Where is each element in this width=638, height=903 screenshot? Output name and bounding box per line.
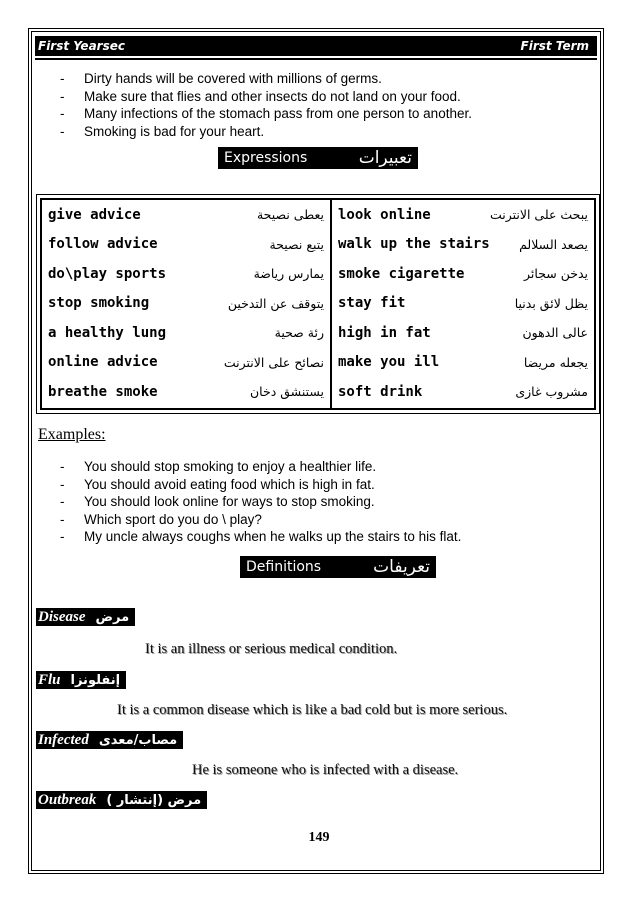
expression-row	[42, 348, 330, 378]
expression-en: stop smoking	[48, 295, 150, 312]
expression-row	[42, 200, 330, 230]
expressions-table	[40, 198, 596, 410]
definitions-title-en: Definitions	[246, 559, 322, 575]
definition-term: Infected	[38, 731, 89, 748]
expression-en: soft drink	[338, 383, 423, 400]
expression-row	[332, 377, 594, 407]
expression-ar: يتوقف عن التدخين	[227, 295, 324, 311]
list-item: - You should avoid eating food which is high in fat.	[60, 476, 461, 494]
expressions-title	[218, 147, 418, 169]
definition-term-ar: مصاب/معدى	[98, 732, 178, 748]
expression-en: walk up the stairs	[338, 236, 490, 253]
expression-en: a healthy lung	[48, 324, 167, 341]
list-item: - Make sure that flies and other insects do not land on your food.	[60, 88, 472, 106]
expressions-right-column	[331, 199, 595, 409]
definition-term-label	[36, 731, 183, 749]
expression-ar: يدخن سجائر	[524, 266, 588, 282]
expression-en: do\play sports	[48, 265, 167, 282]
definition-term: Flu	[38, 671, 61, 688]
expression-row	[42, 318, 330, 348]
expression-ar: نصائح على الانترنت	[223, 354, 324, 370]
expressions-title-ar: تعبيرات	[358, 148, 412, 168]
expression-ar: عالى الدهون	[522, 325, 588, 341]
expression-en: smoke cigarette	[338, 265, 465, 282]
header-left: First Yearsec	[38, 39, 125, 53]
definition-term-label	[36, 608, 135, 626]
expression-row	[332, 230, 594, 260]
expression-en: give advice	[48, 206, 141, 223]
expression-ar: رئة صحية	[274, 325, 324, 341]
expression-row	[42, 377, 330, 407]
expression-ar: يصعد السلالم	[519, 236, 588, 252]
expression-en: breathe smoke	[48, 383, 158, 400]
definition-term-label	[36, 671, 126, 689]
expression-en: make you ill	[338, 354, 440, 371]
expression-ar: يبحث على الانترنت	[489, 207, 588, 223]
expression-ar: يجعله مريضا	[523, 354, 588, 370]
expression-en: look online	[338, 206, 431, 223]
definition-term-ar: ( إنتشار) مرض	[106, 792, 202, 808]
expression-ar: يتبع نصيحة	[269, 236, 324, 252]
definition-text: It is a common disease which is like a bad cold but is more serious.	[117, 702, 508, 718]
expression-row	[42, 289, 330, 319]
definition-term-ar: إنفلونزا	[70, 672, 121, 688]
definition-text: It is an illness or serious medical condition.	[145, 641, 398, 657]
expression-en: stay fit	[338, 295, 406, 312]
expression-ar: يستنشق دخان	[249, 384, 324, 400]
expressions-title-en: Expressions	[224, 150, 308, 166]
expression-row	[332, 289, 594, 319]
list-item: - My uncle always coughs when he walks up the stairs to his flat.	[60, 528, 461, 546]
header-right: First Term	[520, 39, 589, 53]
definition-term-label	[36, 791, 207, 809]
definition-term: Outbreak	[38, 791, 97, 808]
page-number: 149	[308, 830, 330, 845]
list-item: - You should look online for ways to stop smoking.	[60, 493, 461, 511]
list-item: - Which sport do you do \ play?	[60, 511, 461, 529]
page-header	[35, 36, 597, 56]
expression-row	[332, 348, 594, 378]
expression-row	[332, 318, 594, 348]
list-item: - Many infections of the stomach pass from one person to another.	[60, 105, 472, 123]
expression-row	[42, 259, 330, 289]
list-item: - Dirty hands will be covered with millions of germs.	[60, 70, 472, 88]
list-item: - You should stop smoking to enjoy a healthier life.	[60, 458, 461, 476]
expression-ar: يمارس رياضة	[253, 266, 324, 282]
expression-en: online advice	[48, 354, 158, 371]
expression-row	[332, 200, 594, 230]
definitions-title-ar: تعريفات	[373, 557, 430, 577]
definition-term-ar: مرض	[95, 609, 130, 625]
definition-term: Disease	[38, 608, 86, 625]
expression-ar: يعطى نصيحة	[256, 207, 324, 223]
definition-text: He is someone who is infected with a disease.	[192, 762, 459, 778]
definitions-title	[240, 556, 436, 578]
list-item: - Smoking is bad for your heart.	[60, 123, 472, 141]
examples-list	[60, 458, 461, 546]
expression-ar: مشروب غازى	[515, 384, 588, 400]
intro-bullet-list	[60, 70, 472, 140]
expression-en: high in fat	[338, 324, 431, 341]
expression-en: follow advice	[48, 236, 158, 253]
expression-row	[332, 259, 594, 289]
expression-row	[42, 230, 330, 260]
examples-heading: Examples:	[38, 426, 106, 443]
expression-ar: يظل لائق بدنيا	[514, 295, 588, 311]
expressions-left-column	[41, 199, 331, 409]
